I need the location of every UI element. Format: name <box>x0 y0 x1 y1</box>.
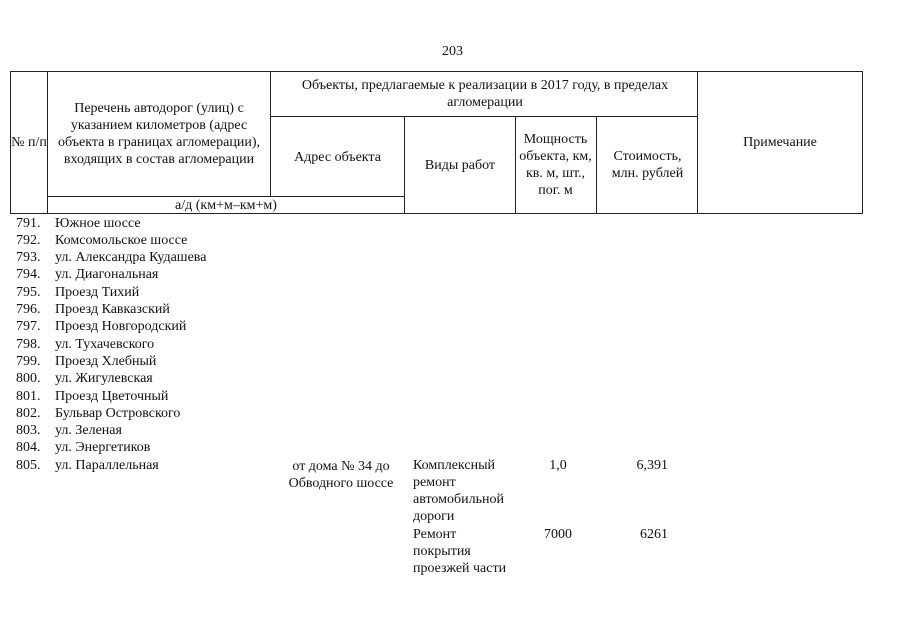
header-col-roads: Перечень автодорог (улиц) с указанием километров (адрес объекта в границах агломерации), входящих в состав агломерации <box>58 101 260 167</box>
object-capacity: 7000 <box>544 527 572 542</box>
row-number: 792. <box>16 233 41 248</box>
road-name: Комсомольское шоссе <box>55 233 188 248</box>
object-capacity: 1,0 <box>549 458 567 473</box>
row-number: 800. <box>16 371 41 386</box>
road-name: ул. Зеленая <box>55 423 122 438</box>
road-name: Проезд Цветочный <box>55 389 169 404</box>
road-name: ул. Энергетиков <box>55 440 151 455</box>
row-number: 805. <box>16 458 41 473</box>
header-col-note: Примечание <box>743 135 817 150</box>
header-col-number: № п/п <box>11 135 47 150</box>
work-type: Комплексный ремонт автомобильной дороги <box>413 458 504 524</box>
row-number: 804. <box>16 440 41 455</box>
object-address: от дома № 34 до Обводного шоссе <box>288 459 394 491</box>
road-name: Проезд Новгородский <box>55 319 187 334</box>
page-number: 203 <box>442 44 463 59</box>
object-cost: 6261 <box>640 527 668 542</box>
road-name: ул. Диагональная <box>55 267 159 282</box>
road-name: Проезд Хлебный <box>55 354 157 369</box>
header-col-work-types: Виды работ <box>424 157 496 173</box>
row-number: 799. <box>16 354 41 369</box>
road-name: ул. Александра Кудашева <box>55 250 207 265</box>
row-number: 796. <box>16 302 41 317</box>
row-number: 797. <box>16 319 41 334</box>
header-col-address: Адрес объекта <box>294 149 381 165</box>
row-number: 793. <box>16 250 41 265</box>
work-type: Ремонт покрытия проезжей части <box>413 527 507 576</box>
row-number: 795. <box>16 285 41 300</box>
road-name: ул. Параллельная <box>55 458 159 473</box>
road-name: Проезд Тихий <box>55 285 140 300</box>
road-name: Проезд Кавказский <box>55 302 170 317</box>
header-col-capacity: Мощность объекта, км, кв. м, шт., пог. м <box>519 132 592 198</box>
road-name: ул. Тухачевского <box>55 337 155 352</box>
header-col-cost: Стоимость, млн. рублей <box>611 149 684 181</box>
road-name: Бульвар Островского <box>55 406 181 421</box>
row-number: 803. <box>16 423 41 438</box>
row-number: 791. <box>16 216 41 231</box>
row-number: 802. <box>16 406 41 421</box>
row-number: 798. <box>16 337 41 352</box>
header-col-roads-sub: а/д (км+м–км+м) <box>175 197 277 213</box>
road-name: ул. Жигулевская <box>55 371 153 386</box>
object-cost: 6,391 <box>636 458 668 473</box>
header-objects-group: Объекты, предлагаемые к реализации в 2017 году, в пределах агломерации <box>301 78 669 110</box>
row-number: 801. <box>16 389 41 404</box>
road-name: Южное шоссе <box>55 216 141 231</box>
row-number: 794. <box>16 267 41 282</box>
